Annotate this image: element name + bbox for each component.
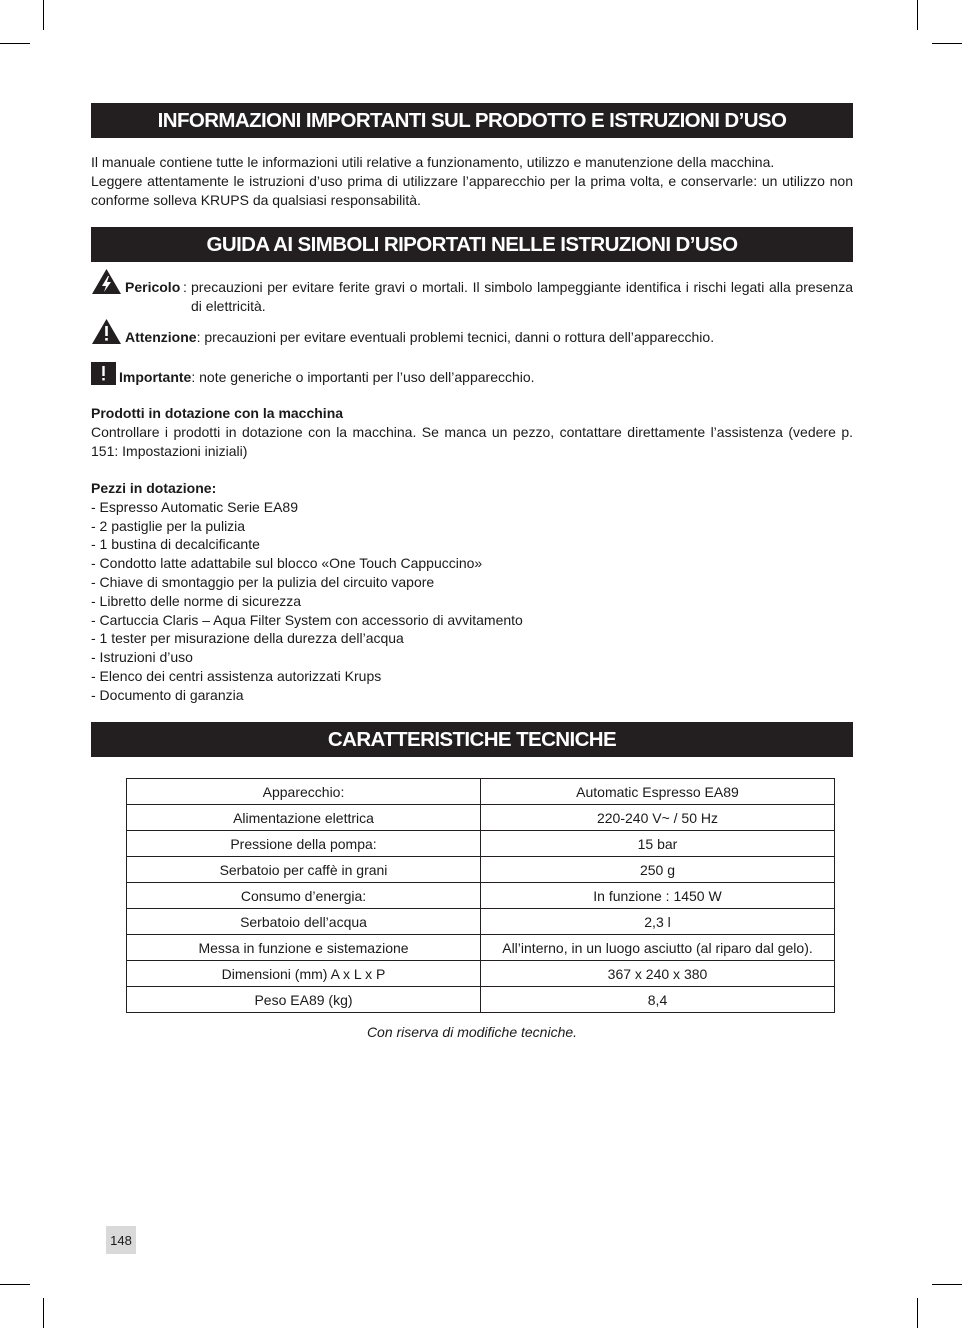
table-row xyxy=(127,883,835,909)
symbol-important-label: Importante xyxy=(119,369,192,385)
symbol-warning-label: Attenzione xyxy=(125,329,197,345)
symbol-warning-text-wrap xyxy=(125,328,714,347)
list-item: - Elenco dei centri assistenza autorizzati Krups xyxy=(91,667,382,684)
symbol-danger-text: precauzioni per evitare ferite gravi o mortali. Il simbolo lampeggiante identifica i rischi legati alla presenza di elettricità. xyxy=(191,279,853,314)
parts-title: Pezzi in dotazione: xyxy=(91,480,217,496)
spec-label: Serbatoio per caffè in grani xyxy=(127,857,481,883)
section-title-info: INFORMAZIONI IMPORTANTI SUL PRODOTTO E ISTRUZIONI D’USO xyxy=(91,103,853,138)
warning-triangle-icon xyxy=(91,318,122,345)
included-text: Controllare i prodotti in dotazione con la macchina. Se manca un pezzo, contattare direttamente l’assistenza (vedere p. 151: Impostazioni iniziali) xyxy=(91,424,853,459)
intro-line-2: Leggere attentamente le istruzioni d’uso prima di utilizzare l’apparecchio per la prima volta, e conservarle: un utilizzo non conforme solleva KRUPS da qualsiasi responsabilità. xyxy=(91,173,853,208)
spec-value: 250 g xyxy=(481,857,835,883)
spec-table xyxy=(126,778,835,1013)
symbol-warning-text: : precauzioni per evitare eventuali problemi tecnici, danni o rottura dell’apparecchio. xyxy=(196,329,715,345)
table-row xyxy=(127,935,835,961)
intro-text xyxy=(91,153,853,210)
crop-mark xyxy=(0,43,30,44)
spec-label: Pressione della pompa: xyxy=(127,831,481,857)
table-row xyxy=(127,831,835,857)
crop-mark xyxy=(917,0,918,30)
spec-label: Serbatoio dell’acqua xyxy=(127,909,481,935)
spec-label: Dimensioni (mm) A x L x P xyxy=(127,961,481,987)
list-item: - Chiave di smontaggio per la pulizia del circuito vapore xyxy=(91,573,435,590)
list-item: - Documento di garanzia xyxy=(91,686,244,703)
intro-line-1: Il manuale contiene tutte le informazioni utili relative a funzionamento, utilizzo e manutenzione della macchina. xyxy=(91,154,775,170)
list-item: - Espresso Automatic Serie EA89 xyxy=(91,498,298,515)
symbol-danger-label: Pericolo xyxy=(125,279,181,295)
spec-value: Automatic Espresso EA89 xyxy=(481,779,835,805)
table-row xyxy=(127,961,835,987)
symbol-important-text: : note generiche o importanti per l’uso dell’apparecchio. xyxy=(191,369,535,385)
table-row xyxy=(127,857,835,883)
list-item: - 1 bustina di decalcificante xyxy=(91,536,260,553)
symbol-important-text-wrap xyxy=(119,368,535,387)
spec-value: All’interno, in un luogo asciutto (al riparo dal gelo). xyxy=(481,935,835,961)
table-row xyxy=(127,779,835,805)
spec-label: Messa in funzione e sistemazione xyxy=(127,935,481,961)
spec-value: 220-240 V~ / 50 Hz xyxy=(481,805,835,831)
included-title: Prodotti in dotazione con la macchina xyxy=(91,405,344,421)
electric-hazard-icon xyxy=(91,268,122,295)
crop-mark xyxy=(917,1298,918,1328)
page-number: 148 xyxy=(106,1226,136,1254)
crop-mark xyxy=(0,1284,30,1285)
spec-label: Alimentazione elettrica xyxy=(127,805,481,831)
spec-value: 367 x 240 x 380 xyxy=(481,961,835,987)
list-item: - Istruzioni d’uso xyxy=(91,649,193,666)
list-item: - 1 tester per misurazione della durezza dell’acqua xyxy=(91,630,404,647)
spec-label: Apparecchio: xyxy=(127,779,481,805)
crop-mark xyxy=(932,43,962,44)
crop-mark xyxy=(43,0,44,30)
list-item: - Cartuccia Claris – Aqua Filter System con accessorio di avvitamento xyxy=(91,611,523,628)
spec-label: Peso EA89 (kg) xyxy=(127,987,481,1013)
section-title-tech: CARATTERISTICHE TECNICHE xyxy=(91,722,853,757)
symbol-danger-colon: : xyxy=(183,279,187,295)
list-item: - 2 pastiglie per la pulizia xyxy=(91,517,246,534)
table-row xyxy=(127,987,835,1013)
spec-note: Con riserva di modifiche tecniche. xyxy=(366,1024,578,1040)
spec-value: 15 bar xyxy=(481,831,835,857)
exclamation-box-icon xyxy=(91,362,116,385)
spec-value: 2,3 l xyxy=(481,909,835,935)
spec-value: In funzione : 1450 W xyxy=(481,883,835,909)
table-row xyxy=(127,909,835,935)
table-row xyxy=(127,805,835,831)
section-title-symbols: GUIDA AI SIMBOLI RIPORTATI NELLE ISTRUZIONI D’USO xyxy=(91,227,853,262)
crop-mark xyxy=(932,1284,962,1285)
spec-value: 8,4 xyxy=(481,987,835,1013)
parts-block xyxy=(91,479,853,705)
spec-label: Consumo d’energia: xyxy=(127,883,481,909)
crop-mark xyxy=(43,1298,44,1328)
list-item: - Condotto latte adattabile sul blocco «One Touch Cappuccino» xyxy=(91,555,483,572)
list-item: - Libretto delle norme di sicurezza xyxy=(91,592,302,609)
included-block xyxy=(91,404,853,461)
